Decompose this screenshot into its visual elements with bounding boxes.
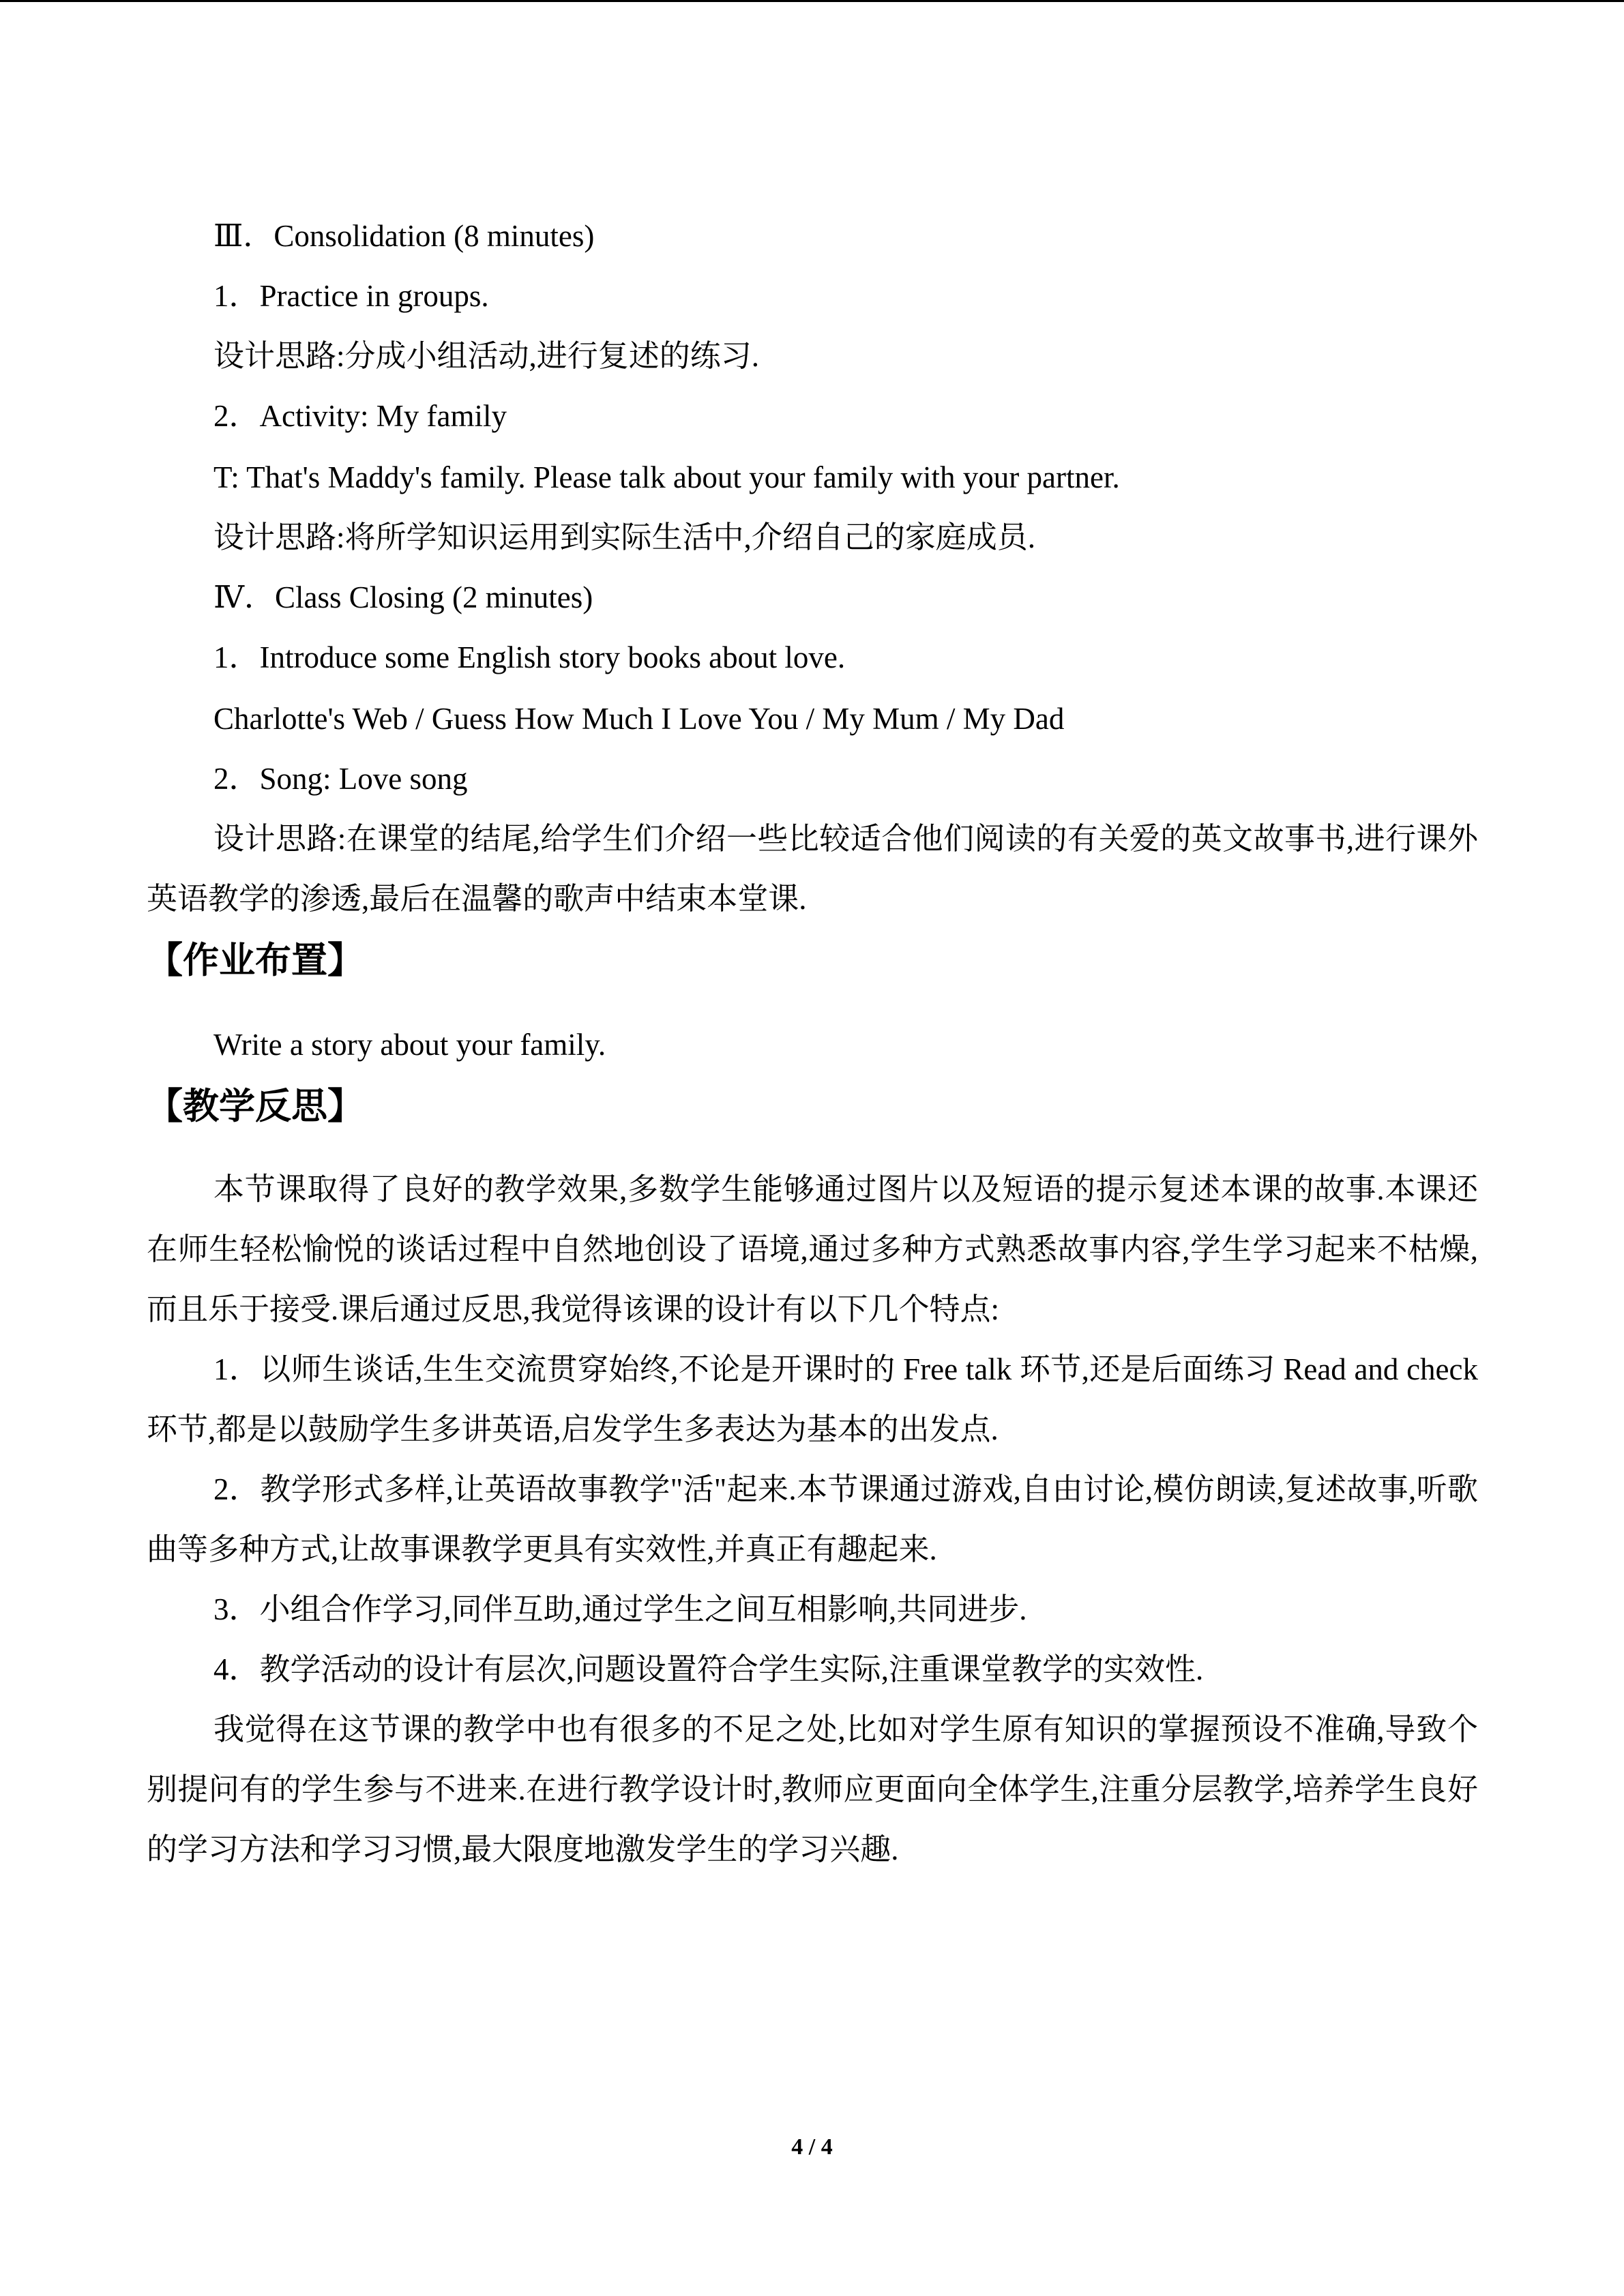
step-love-song: 2．Song: Love song [213,762,468,796]
reflection-point-3: 3．小组合作学习,同伴互助,通过学生之间互相影响,共同进步. [213,1592,1027,1626]
step-practice-in-groups: 1．Practice in groups. [213,279,489,313]
reflection-point-4: 4．教学活动的设计有层次,问题设置符合学生实际,注重课堂教学的实效性. [213,1652,1204,1686]
section-heading-consolidation: Ⅲ．Consolidation (8 minutes) [213,219,595,253]
reflection-point-2: 2．教学形式多样,让英语故事教学"活"起来.本节课通过游戏,自由讨论,模仿朗读,复述故事,听歌曲等多种方式,让故事课教学更具有实效性,并真正有趣起来. [147,1472,1478,1566]
reflection-heading: 【教学反思】 [147,1086,364,1127]
top-border-line [0,0,1624,2]
design-note-closing: 设计思路:在课堂的结尾,给学生们介绍一些比较适合他们阅读的有关爱的英文故事书,进行课外英语教学的渗透,最后在温馨的歌声中结束本堂课. [147,822,1478,916]
reflection-paragraph: 本节课取得了良好的教学效果,多数学生能够通过图片以及短语的提示复述本课的故事.本课还在师生轻松愉悦的谈话过程中自然地创设了语境,通过多种方式熟悉故事内容,学生学习起来不枯燥,而且乐于接受.课后通过反思,我觉得该课的设计有以下几个特点: [147,1172,1478,1326]
design-note-family: 设计思路:将所学知识运用到实际生活中,介绍自己的家庭成员. [213,520,1036,554]
section-heading-class-closing: Ⅳ．Class Closing (2 minutes) [213,580,593,614]
reflection-shortcomings: 我觉得在这节课的教学中也有很多的不足之处,比如对学生原有知识的掌握预设不准确,导致个别提问有的学生参与不进来.在进行教学设计时,教师应更面向全体学生,注重分层教学,培养学生良好的学习方法和学习习惯,最大限度地激发学生的学习兴趣. [147,1712,1478,1866]
reflection-point-1: 1．以师生谈话,生生交流贯穿始终,不论是开课时的 Free talk 环节,还是后面练习 Read and check 环节,都是以鼓励学生多讲英语,启发学生多表达为基本的出发点. [147,1352,1478,1446]
step-introduce-books: 1．Introduce some English story books about love. [213,640,846,674]
page-number: 4 / 4 [791,2134,833,2160]
design-note-groups: 设计思路:分成小组活动,进行复述的练习. [213,339,760,373]
step-activity-my-family: 2．Activity: My family [213,399,507,433]
book-list: Charlotte's Web / Guess How Much I Love You / My Mum / My Dad [213,702,1065,736]
homework-heading: 【作业布置】 [147,940,364,981]
homework-text: Write a story about your family. [213,1028,606,1062]
teacher-instruction: T: That's Maddy's family. Please talk about your family with your partner. [213,460,1120,494]
